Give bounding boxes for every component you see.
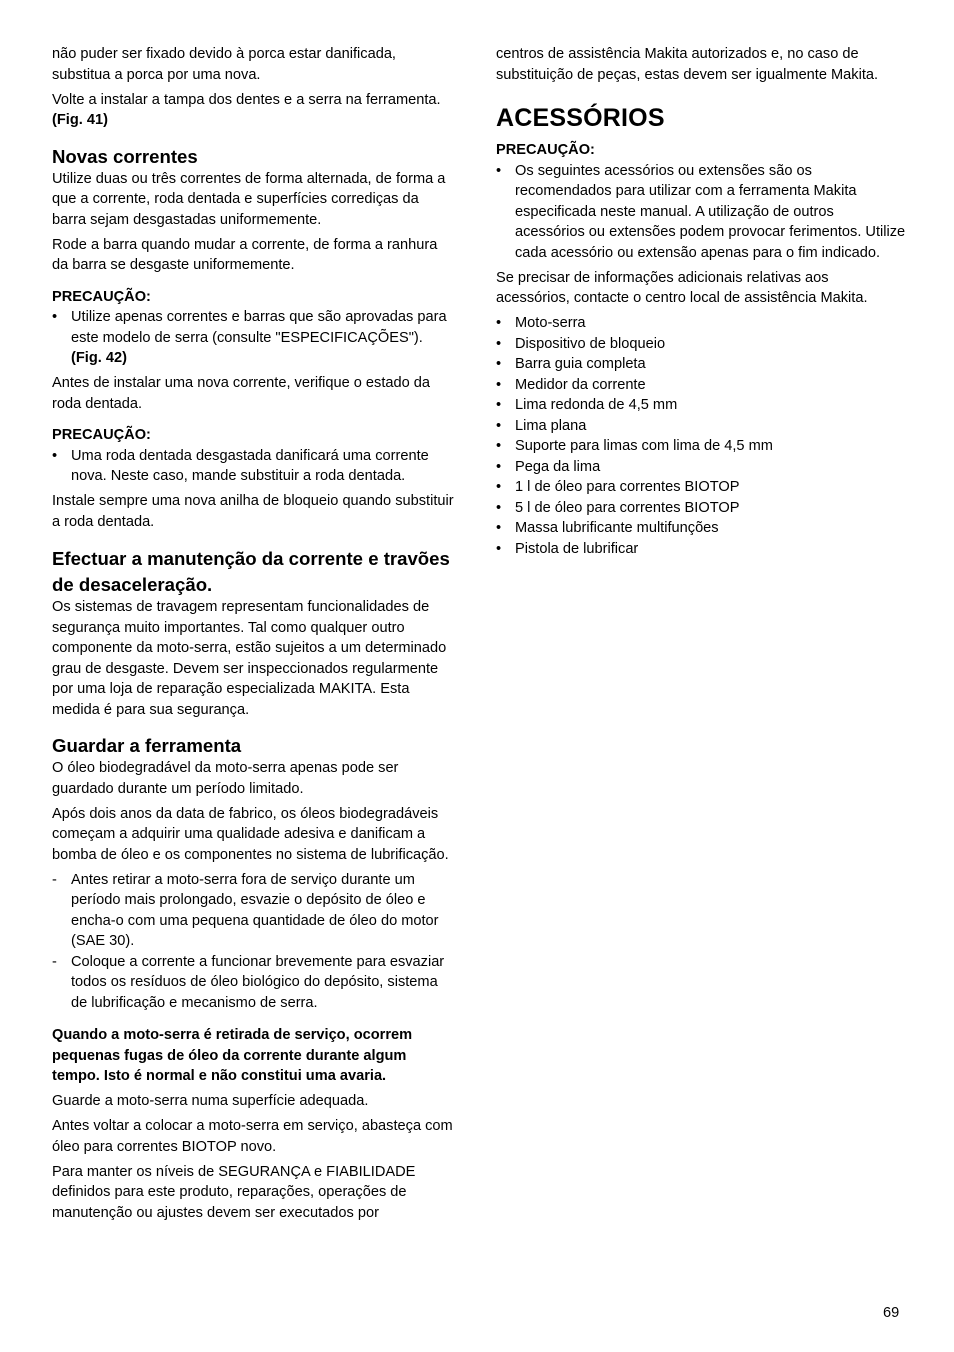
bullet-mark: • [496, 417, 502, 434]
list-item [496, 457, 906, 478]
page-number: 69 [883, 1305, 900, 1321]
paragraph: O óleo biodegradável da moto-serra apenas pode ser guardado durante um período limitado. [52, 760, 399, 797]
list-item [496, 518, 906, 539]
accessory-item: Massa lubrificante multifunções [515, 520, 719, 536]
bullet-mark: • [496, 540, 502, 557]
list-item-text: Uma roda dentada desgastada danificará uma corrente nova. Neste caso, mande substituir a roda dentada. [71, 447, 429, 484]
paragraph: centros de assistência Makita autorizados e, no caso de substituição de peças, estas devem ser igualmente Makita. [496, 46, 879, 83]
figure-reference: (Fig. 42) [71, 350, 127, 366]
list-item [496, 395, 906, 416]
bullet-mark: • [496, 162, 502, 179]
paragraph [52, 90, 456, 131]
bullet-mark: • [496, 479, 502, 495]
list-item [496, 477, 906, 498]
paragraph: Antes voltar a colocar a moto-serra em serviço, abasteça com óleo para correntes BIOTOP novo. [52, 1118, 453, 1155]
bullet-mark: • [496, 376, 502, 393]
paragraph: Os sistemas de travagem representam funcionalidades de segurança muito importantes. Tal como qualquer outro componente da moto-serra, estão sujeitos a um determinado grau de desgaste. Devem ser inspeccionados regularmente por uma loja de reparação especializada MAKITA. Esta medida é para sua segurança. [52, 599, 447, 718]
caution-list [496, 161, 906, 264]
accessory-item: Medidor da corrente [515, 376, 646, 393]
paragraph: Utilize duas ou três correntes de forma alternada, de forma a que a corrente, roda dentada e superfícies corrediças da barra sejam desgastadas uniformemente. [52, 170, 446, 228]
bullet-mark: • [496, 315, 502, 331]
list-item [496, 539, 906, 560]
bullet-mark: • [496, 438, 502, 454]
caution-label: PRECAUÇÃO: [496, 142, 595, 158]
dash-mark: - [52, 953, 57, 970]
accessory-item: 5 l de óleo para correntes BIOTOP [515, 499, 740, 516]
right-column [496, 44, 906, 564]
accessory-item: Moto-serra [515, 315, 586, 331]
list-item [52, 446, 456, 487]
dash-list [52, 870, 456, 1014]
list-item-text: Os seguintes acessórios ou extensões são os recomendados para utilizar com a ferramenta Makita especificada neste manual. A utilização de outros acessórios ou extensões podem provocar ferimentos. Utilize cada acessório ou extensão apenas para o fim indicado. [515, 162, 906, 261]
bullet-mark: • [496, 458, 502, 475]
accessory-item: 1 l de óleo para correntes BIOTOP [515, 479, 740, 495]
accessory-item: Barra guia completa [515, 356, 646, 372]
bullet-mark: • [52, 447, 58, 464]
list-item-text: Utilize apenas correntes e barras que são aprovadas para este modelo de serra (consulte "ESPECIFICAÇÕES"). [71, 309, 447, 346]
paragraph: Se precisar de informações adicionais relativas aos acessórios, contacte o centro local de assistência Makita. [496, 269, 868, 306]
bullet-mark: • [496, 520, 502, 536]
accessory-item: Pega da lima [515, 458, 601, 475]
list-item [496, 313, 906, 334]
accessory-item: Dispositivo de bloqueio [515, 335, 666, 352]
section-heading-efectuar-manutencao: Efectuar a manutenção da corrente e travões de desaceleração. [52, 548, 450, 595]
accessories-list [496, 313, 906, 559]
accessory-item: Pistola de lubrificar [515, 540, 639, 557]
paragraph: não puder ser fixado devido à porca estar danificada, substitua a porca por uma nova. [52, 46, 396, 83]
section-heading-guardar-ferramenta: Guardar a ferramenta [52, 735, 242, 756]
list-item-text: Coloque a corrente a funcionar brevemente para esvaziar todos os resíduos de óleo biológico do depósito, sistema de lubrificação e mecanismo de serra. [71, 953, 445, 1011]
left-column [52, 44, 456, 1228]
section-heading-acessorios: ACESSÓRIOS [496, 104, 665, 132]
paragraph-text: Volte a instalar a tampa dos dentes e a serra na ferramenta. [52, 91, 441, 108]
caution-list [52, 446, 456, 487]
paragraph: Guarde a moto-serra numa superfície adequada. [52, 1093, 369, 1109]
paragraph: Rode a barra quando mudar a corrente, de forma a ranhura da barra se desgaste uniformemente. [52, 236, 438, 273]
list-item [496, 161, 906, 264]
list-item [496, 416, 906, 437]
accessory-item: Lima redonda de 4,5 mm [515, 397, 678, 413]
list-item [496, 334, 906, 355]
bullet-mark: • [496, 335, 502, 352]
section-heading-novas-correntes: Novas correntes [52, 145, 198, 167]
paragraph: Antes de instalar uma nova corrente, verifique o estado da roda dentada. [52, 375, 431, 412]
list-item [496, 436, 906, 457]
list-item-text: Antes retirar a moto-serra fora de serviço durante um período mais prolongado, esvazie o depósito de óleo e encha-o com uma pequena quantidade de óleo do motor (SAE 30). [71, 871, 439, 949]
accessory-item: Lima plana [515, 417, 587, 434]
list-item [496, 375, 906, 396]
accessory-item: Suporte para limas com lima de 4,5 mm [515, 438, 773, 454]
paragraph: Após dois anos da data de fabrico, os óleos biodegradáveis começam a adquirir uma qualidade adesiva e danificam a bomba de óleo e os componentes no sistema de lubrificação. [52, 805, 449, 863]
list-item [52, 952, 456, 1014]
caution-label: PRECAUÇÃO: [52, 427, 151, 443]
list-item [52, 307, 456, 369]
bold-note: Quando a moto-serra é retirada de serviço, ocorrem pequenas fugas de óleo da corrente durante algum tempo. Isto é normal e não constitui uma avaria. [52, 1027, 413, 1084]
list-item [496, 498, 906, 519]
dash-mark: - [52, 871, 57, 888]
caution-label: PRECAUÇÃO: [52, 288, 151, 305]
bullet-mark: • [52, 309, 58, 325]
caution-list [52, 307, 456, 369]
paragraph: Instale sempre uma nova anilha de bloqueio quando substituir a roda dentada. [52, 493, 454, 530]
bullet-mark: • [496, 356, 502, 372]
paragraph: Para manter os níveis de SEGURANÇA e FIABILIDADE definidos para este produto, reparações, operações de manutenção ou ajustes devem ser executados por [52, 1163, 416, 1221]
list-item [496, 354, 906, 375]
list-item [52, 870, 456, 952]
figure-reference: (Fig. 41) [52, 112, 108, 128]
bullet-mark: • [496, 499, 502, 516]
bullet-mark: • [496, 397, 502, 413]
